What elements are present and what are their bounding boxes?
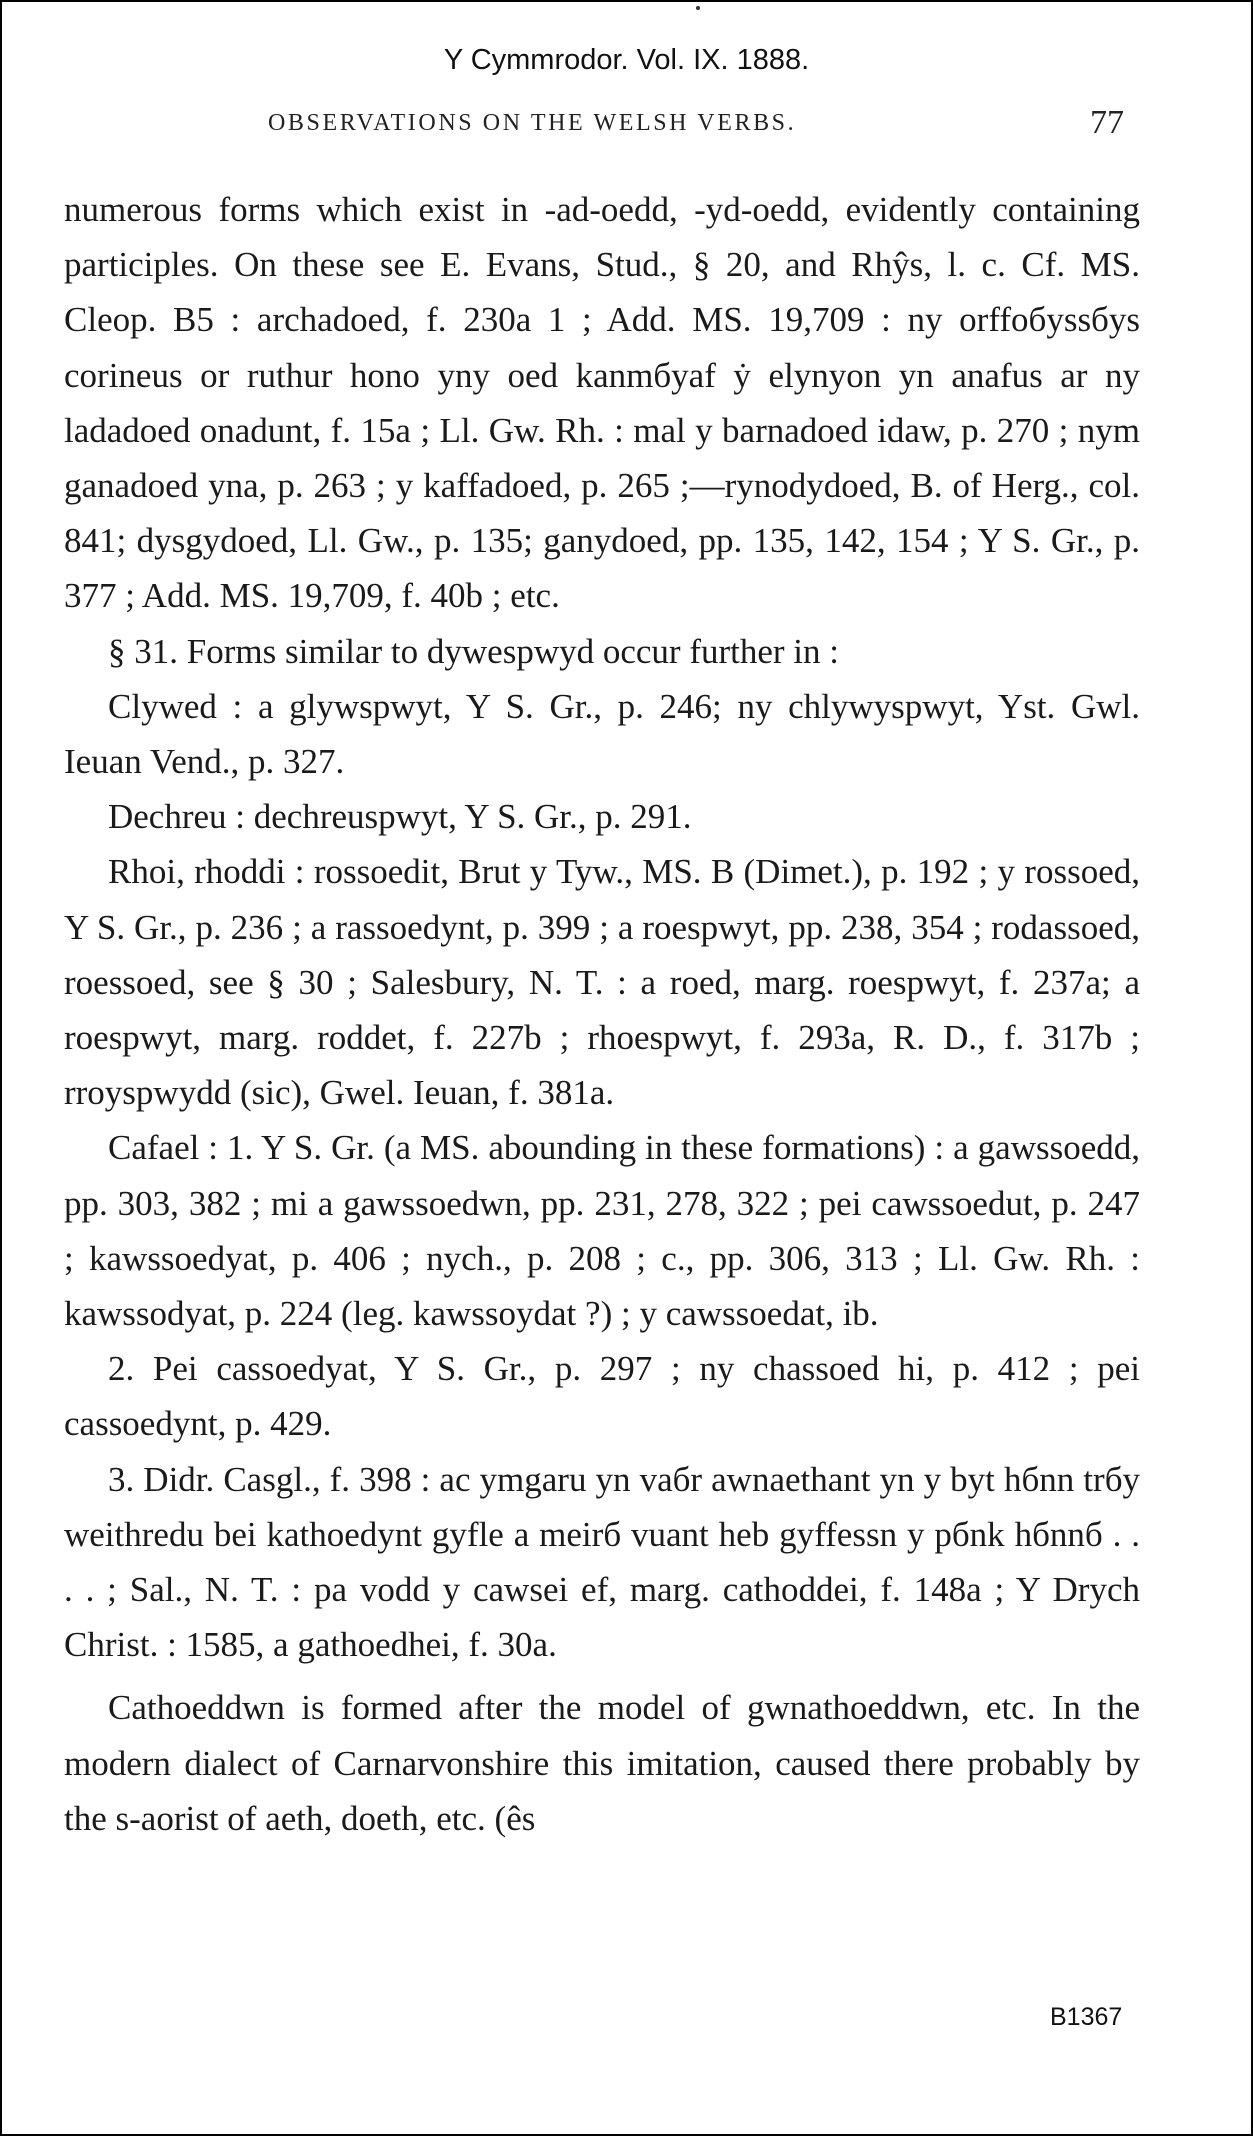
- source-header: Y Cymmrodor. Vol. IX. 1888.: [443, 44, 810, 76]
- paragraph-cafael-1: Cafael : 1. Y S. Gr. (a MS. abounding in these formations) : a gawssoedd, pp. 303, 382 ; mi a gawssoedwn, pp. 231, 278, 322 ; pei cawssoedut, p. 247 ; kawssoedyat, p. 406 ; nych., p. 208 ; c., pp. 306, 313 ; Ll. Gw. Rh. : kawssodyat, p. 224 (leg. kawssoydat ?) ; y cawssoedat, ib.: [64, 1128, 1140, 1334]
- paragraph-clywed: Clywed : a glywspwyt, Y S. Gr., p. 246; ny chlywyspwyt, Yst. Gwl. Ieuan Vend., p. 327.: [64, 686, 1140, 782]
- paragraph-cathoeddwn: Cathoeddwn is formed after the model of gwnathoeddwn, etc. In the modern dialect of Carnarvonshire this imitation, caused there probably by the s-aorist of aeth, doeth, etc. (ês: [64, 1688, 1140, 1838]
- paragraph-dechreu: Dechreu : dechreuspwyt, Y S. Gr., p. 291.: [108, 797, 692, 837]
- page-number: 77: [1090, 104, 1124, 141]
- paragraph-rhoi: Rhoi, rhoddi : rossoedit, Brut y Tyw., MS. B (Dimet.), p. 192 ; y rossoed, Y S. Gr., p. 236 ; a rassoedynt, p. 399 ; a roespwyt, pp. 238, 354 ; rodassoed, roessoed, see § 30 ; Salesbury, N. T. : a roed, marg. roespwyt, f. 237a; a roespwyt, marg. roddet, f. 227b ; rhoespwyt, f. 293a, R. D., f. 317b ; rroyspwydd (sic), Gwel. Ieuan, f. 381a.: [64, 852, 1140, 1113]
- scan-mark: [696, 6, 700, 10]
- paragraph-continuation: numerous forms which exist in -ad-oedd, -yd-oedd, evidently containing participles. On these see E. Evans, Stud., § 20, and Rhŷs, l. c. Cf. MS. Cleop. B5 : archadoed, f. 230a 1 ; Add. MS. 19,709 : ny orffoбyssбys corineus or ruthur hono yny oed kanmбyaf ẏ elynyon yn anafus ar ny ladadoed onadunt, f. 15a ; Ll. Gw. Rh. : mal y barnadoed idaw, p. 270 ; nym ganadoed yna, p. 263 ; y kaffadoed, p. 265 ;—rynodydoed, B. of Herg., col. 841; dysgydoed, Ll. Gw., p. 135; ganydoed, pp. 135, 142, 154 ; Y S. Gr., p. 377 ; Add. MS. 19,709, f. 40b ; etc.: [64, 190, 1140, 616]
- paragraph-section-31: § 31. Forms similar to dywespwyd occur further in :: [108, 631, 840, 671]
- body-text: [64, 182, 1140, 1846]
- footer-id: B1367: [1050, 2003, 1123, 2031]
- paragraph-cafael-3: 3. Didr. Casgl., f. 398 : ac ymgaru yn vaбr awnaethant yn y byt hбnn trбy weithredu bei kathoedynt gyfle a meirб vuant heb gyffessn y pбnk hбnnб . . . . ; Sal., N. T. : pa vodd y cawsei ef, marg. cathoddei, f. 148a ; Y Drych Christ. : 1585, a gathoedhei, f. 30a.: [64, 1459, 1140, 1665]
- running-head: OBSERVATIONS ON THE WELSH VERBS.: [268, 110, 797, 136]
- paragraph-cafael-2: 2. Pei cassoedyat, Y S. Gr., p. 297 ; ny chassoed hi, p. 412 ; pei cassoedynt, p. 429.: [64, 1349, 1140, 1444]
